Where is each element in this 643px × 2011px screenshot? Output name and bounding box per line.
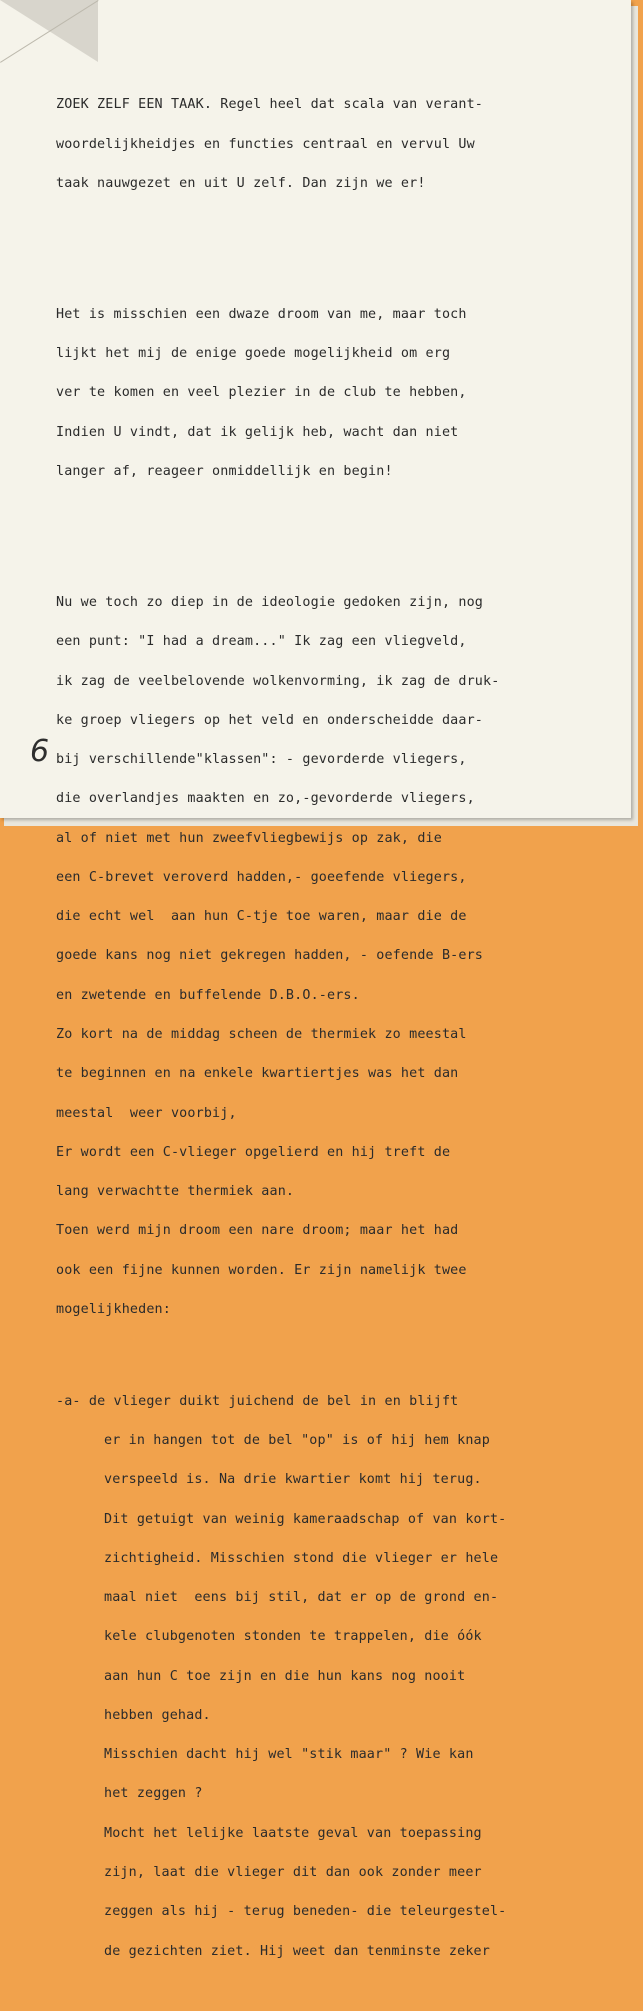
text-line: taak nauwgezet en uit U zelf. Dan zijn we er! [56,175,426,191]
text-line: lang verwachtte thermiek aan. [56,1184,295,1200]
text-line [56,1395,576,1408]
text-line: die echt wel aan hun C-tje toe waren, maar die de [56,909,467,925]
text-line: zijn, laat die vlieger dit dan ook zonder meer [104,1865,482,1881]
text-line: Zo kort na de middag scheen de thermiek zo meestal [56,1027,467,1043]
text-line: zeggen als hij - terug beneden- die teleurgestel- [104,1904,507,1920]
text-line: het zeggen ? [104,1786,203,1802]
text-line: Er wordt een C-vlieger opgelierd en hij treft de [56,1144,451,1160]
text-line: de gezichten ziet. Hij weet dan tenminste zeker [104,1943,490,1959]
text-line: Dit getuigt van weinig kameraadschap of van kort- [104,1511,507,1527]
page-text [56,46,576,2010]
text-line: ik zag de veelbelovende wolkenvorming, ik zag de druk- [56,673,500,689]
paragraph-ideology [56,570,576,1343]
text-line: maal niet eens bij stil, dat er op de grond en- [104,1590,499,1606]
text-line: ook een fijne kunnen worden. Er zijn namelijk twee [56,1262,467,1278]
text-line: ZOEK ZELF EEN TAAK. Regel heel dat scala van verant- [56,97,484,113]
text-line: die overlandjes maakten en zo,-gevorderde vliegers, [56,791,475,807]
text-line: aan hun C toe zijn en die hun kans nog nooit [104,1668,466,1684]
list-marker: -a- [56,1393,81,1409]
text-line: al of niet met hun zweefvliegbewijs op zak, die [56,830,442,846]
text-line: kele clubgenoten stonden te trappelen, die óók [104,1629,482,1645]
page-number: 6 [30,734,50,769]
text-line: Misschien dacht hij wel "stik maar" ? Wie kan [104,1747,474,1763]
text-line: woordelijkheidjes en functies centraal en vervul Uw [56,136,475,152]
text-line: ver te komen en veel plezier in de club te hebben, [56,385,467,401]
text-line: Toen werd mijn droom een nare droom; maar het had [56,1223,459,1239]
text-line: een C-brevet veroverd hadden,- goeefende vliegers, [56,869,467,885]
text-line: zichtigheid. Misschien stond die vlieger er hele [104,1550,499,1566]
text-line: Het is misschien een dwaze droom van me, maar toch [56,306,467,322]
text-line: verspeeld is. Na drie kwartier komt hij terug. [104,1472,482,1488]
text-line: ke groep vliegers op het veld en onderscheidde daar- [56,712,484,728]
text-line: Mocht het lelijke laatste geval van toepassing [104,1825,482,1841]
text-line: lijkt het mij de enige goede mogelijkheid om erg [56,346,451,362]
list-item-text: de vlieger duikt juichend de bel in en blijft [88,1393,459,1409]
text-line: langer af, reageer onmiddellijk en begin! [56,464,393,479]
text-line: bij verschillende"klassen": - gevorderde vliegers, [56,752,467,768]
list-item [56,1368,576,1983]
text-line: mogelijkheden: [56,1302,171,1317]
paragraph-intro [56,72,576,216]
text-line: en zwetende en buffelende D.B.O.-ers. [56,987,360,1003]
text-line: Nu we toch zo diep in de ideologie gedoken zijn, nog [56,594,484,610]
text-line: hebben gehad. [104,1707,211,1723]
text-line: te beginnen en na enkele kwartiertjes was het dan [56,1066,459,1082]
text-line: een punt: "I had a dream..." Ik zag een vliegveld, [56,634,467,650]
text-line: goede kans nog niet gekregen hadden, - oefende B-ers [56,948,484,964]
text-line: er in hangen tot de bel "op" is of hij hem knap [104,1432,490,1448]
text-line: Indien U vindt, dat ik gelijk heb, wacht dan niet [56,424,459,440]
text-line: meestal weer voorbij, [56,1105,237,1121]
paragraph-dream [56,282,576,505]
